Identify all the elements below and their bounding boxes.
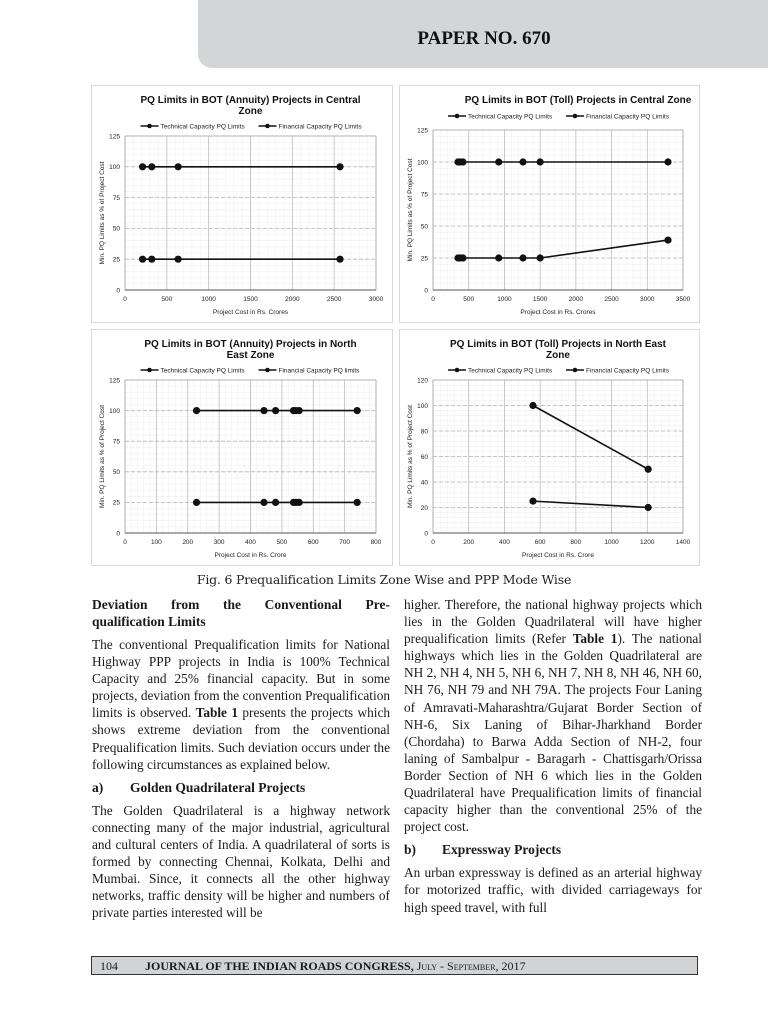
data-point (519, 254, 526, 261)
x-tick-label: 500 (276, 539, 288, 546)
x-tick-label: 800 (370, 539, 382, 546)
x-tick-label: 1400 (675, 539, 691, 546)
data-point (519, 158, 526, 165)
svg-text:Technical Capacity PQ Limits: Technical Capacity PQ Limits (468, 367, 553, 375)
legend-marker-icon (455, 114, 460, 119)
x-tick-label: 3000 (640, 296, 655, 303)
data-point (139, 256, 146, 263)
x-tick-label: 2500 (604, 296, 619, 303)
right-column (404, 596, 702, 922)
svg-text:Technical Capacity PQ Limits: Technical Capacity PQ Limits (160, 367, 245, 375)
x-axis-label: Project Cost in Rs. Crores (212, 309, 289, 316)
data-point (645, 466, 652, 473)
y-tick-label: 100 (109, 407, 120, 415)
chart-title: PQ Limits in BOT (Annuity) Projects in North (144, 339, 357, 350)
journal-title: JOURNAL OF THE INDIAN ROADS CONGRESS, (145, 959, 417, 973)
legend-marker-icon (455, 368, 460, 373)
legend-item (141, 367, 246, 374)
paragraph: The Golden Quadrilateral is a highway network connecting many of the major industrial, agricultural and cultural centers of India. A quadrilateral of sorts is formed by connecting Chennai, Kolkata, Delhi and Mumbai. Since, it connects all the other highway networks, traffic density will be higher and numbers of private parties interested will be (92, 802, 390, 921)
page-footer (91, 956, 698, 975)
chart-toll-central (399, 85, 700, 323)
legend-marker-icon (265, 368, 270, 373)
data-point (459, 158, 466, 165)
data-point (336, 163, 343, 170)
data-point (260, 499, 267, 506)
x-tick-label: 500 (463, 296, 475, 303)
x-tick-label: 100 (150, 539, 162, 546)
section-heading (92, 596, 390, 630)
data-point (495, 254, 502, 261)
x-tick-label: 0 (123, 296, 127, 303)
x-tick-label: 0 (431, 296, 435, 303)
y-tick-label: 25 (112, 499, 120, 507)
legend-item (566, 367, 670, 374)
svg-text:Financial Capacity PQ Limits: Financial Capacity PQ Limits (586, 367, 670, 375)
x-tick-label: 400 (498, 539, 510, 546)
data-point (148, 163, 155, 170)
left-column (92, 596, 390, 927)
table-reference: Table 1 (572, 631, 618, 647)
data-point (272, 407, 279, 414)
x-tick-label: 600 (307, 539, 319, 546)
data-point (272, 499, 279, 506)
legend-item (259, 123, 363, 130)
paragraph (404, 596, 702, 835)
y-tick-label: 120 (417, 377, 428, 385)
y-tick-label: 125 (109, 133, 120, 141)
data-series (193, 407, 361, 414)
y-tick-label: 100 (417, 159, 428, 167)
x-tick-label: 2000 (285, 296, 300, 303)
x-tick-label: 3000 (368, 296, 384, 303)
y-axis-label: Min. PQ Limits as % of Project Cost (99, 161, 106, 265)
x-tick-label: 700 (339, 539, 351, 546)
y-tick-label: 40 (420, 479, 428, 487)
issue-date: July - September, 2017 (416, 959, 526, 973)
data-point (459, 254, 466, 261)
x-axis-label: Project Cost in Rs. Crore (214, 552, 287, 559)
chart-annuity-northeast (91, 329, 393, 566)
data-series (139, 256, 344, 263)
subsection-label: b) (404, 842, 417, 858)
x-tick-label: 2000 (568, 296, 584, 303)
x-tick-label: 0 (431, 539, 435, 546)
x-tick-label: 200 (182, 539, 194, 546)
legend-item (448, 367, 553, 374)
paragraph: An urban expressway is defined as an arterial highway for motorized traffic, with divided carriageways for high speed travel, with full (404, 865, 702, 915)
data-point (296, 407, 303, 414)
x-axis-label: Project Cost in Rs. Crores (520, 309, 596, 316)
x-tick-label: 0 (123, 539, 127, 546)
figure-caption: Fig. 6 Prequalification Limits Zone Wise and PPP Mode Wise (196, 572, 572, 587)
data-series (454, 158, 671, 165)
legend-marker-icon (573, 368, 578, 373)
x-tick-label: 1000 (201, 296, 216, 303)
y-tick-label: 50 (420, 223, 428, 231)
chart-svg (92, 86, 392, 322)
y-tick-label: 50 (112, 225, 120, 233)
legend-marker-icon (147, 124, 152, 129)
chart-svg (92, 330, 392, 565)
chart-title: PQ Limits in BOT (Annuity) Projects in Central (140, 95, 361, 106)
data-point (529, 402, 536, 409)
journal-name (145, 958, 525, 974)
x-tick-label: 200 (463, 539, 475, 546)
data-point (354, 499, 361, 506)
chart-svg (400, 86, 699, 322)
data-point (336, 256, 343, 263)
data-point (193, 499, 200, 506)
text: ). The national highways which lies in the Golden Quadrilateral are NH 2, NH 4, NH 5, NH 6, NH 7, NH 8, NH 46, NH 60, NH 76, NH 79 and NH 79A. The projects Four Laning of Amravati-Maharashtra/Gujarat Border Section of NH-6, Six Laning of Bihar-Jharkhand Border (Chordaha) to Barwa Adda Section of NH-2, four laning of Sambalpur - Baragarh - Chattisgarh/Orissa Border Section of NH 6 which lies in the Golden Quadrilateral have Prequalification limits of financial capacity higher than the conventional 25% of the project cost. (404, 631, 702, 835)
y-tick-label: 20 (420, 504, 428, 512)
chart-title: East Zone (226, 350, 275, 361)
y-tick-label: 0 (424, 530, 428, 538)
x-tick-label: 400 (245, 539, 256, 546)
y-tick-label: 25 (420, 255, 428, 263)
svg-text:Technical Capacity PQ Limits: Technical Capacity PQ Limits (468, 113, 553, 121)
text: presents the projects which shows extreme deviation from the conventional Prequalification limits. Such deviation occurs under the following circumstances as explained below. (92, 705, 390, 772)
x-tick-label: 300 (213, 539, 225, 546)
y-tick-label: 75 (420, 191, 428, 199)
data-point (296, 499, 303, 506)
legend-marker-icon (573, 114, 578, 119)
y-tick-label: 0 (116, 287, 120, 295)
text: The conventional Prequalification limits for National Highway PPP projects in India is 100% Technical Capacity and 25% financial capacity. But in some projects, deviation from the convention Prequalification limits is observed. (92, 637, 390, 721)
x-tick-label: 1200 (640, 539, 655, 546)
legend-item (448, 113, 553, 120)
y-tick-label: 0 (116, 530, 120, 538)
legend-marker-icon (265, 124, 270, 129)
y-tick-label: 125 (109, 377, 120, 385)
y-tick-label: 80 (420, 428, 428, 436)
data-point (139, 163, 146, 170)
heading-line-1: Deviation from the Conventional Pre- (92, 597, 390, 612)
legend-item (259, 367, 361, 374)
chart-title: Zone (238, 106, 263, 117)
subsection-heading-b (404, 841, 702, 858)
chart-svg (400, 330, 699, 565)
data-point (193, 407, 200, 414)
y-axis-label: Min. PQ Limits as % of Project Cost (407, 405, 414, 508)
y-tick-label: 125 (417, 127, 428, 135)
data-point (495, 158, 502, 165)
y-tick-label: 75 (112, 438, 120, 446)
subsection-title: Expressway Projects (442, 842, 562, 858)
x-tick-label: 3500 (675, 296, 691, 303)
data-point (537, 254, 544, 261)
x-tick-label: 1000 (604, 539, 619, 546)
x-tick-label: 1500 (243, 296, 258, 303)
data-series (139, 163, 344, 170)
y-axis-label: Min. PQ Limits as % of Project Cost (407, 158, 414, 262)
x-tick-label: 1000 (497, 296, 512, 303)
data-point (148, 256, 155, 263)
data-point (175, 256, 182, 263)
chart-toll-northeast (399, 329, 700, 566)
x-tick-label: 2500 (326, 296, 342, 303)
legend-marker-icon (147, 368, 152, 373)
x-tick-label: 600 (534, 539, 546, 546)
data-point (175, 163, 182, 170)
x-axis-label: Project Cost in Rs. Crore (522, 552, 594, 559)
subsection-label: a) (92, 779, 104, 795)
paragraph (92, 636, 390, 773)
page-number: 104 (100, 959, 118, 973)
y-tick-label: 50 (112, 469, 120, 477)
svg-text:Technical Capacity PQ Limits: Technical Capacity PQ Limits (160, 123, 245, 131)
data-series (529, 402, 651, 473)
data-point (537, 158, 544, 165)
chart-annuity-central (91, 85, 393, 323)
data-point (664, 158, 671, 165)
data-point (529, 498, 536, 505)
paper-number: PAPER NO. 670 (417, 28, 551, 49)
svg-text:Financial Capacity PQ Limits: Financial Capacity PQ Limits (586, 113, 670, 121)
x-tick-label: 500 (161, 296, 173, 303)
chart-title: PQ Limits in BOT (Toll) Projects in North East (450, 339, 666, 350)
data-point (664, 236, 671, 243)
svg-text:Financial Capacity PQ Limits: Financial Capacity PQ Limits (278, 123, 362, 131)
y-tick-label: 25 (112, 256, 120, 264)
paper-header (198, 0, 768, 68)
table-reference: Table 1 (195, 705, 239, 721)
legend-item (141, 123, 246, 130)
data-series (529, 498, 651, 512)
data-point (260, 407, 267, 414)
y-axis-label: Min. PQ Limits as % of Project Cost (99, 405, 106, 508)
legend-item (566, 113, 670, 120)
subsection-heading-a (92, 779, 390, 796)
data-series (193, 499, 361, 506)
text: higher. Therefore, the national highway projects which lies in the Golden Quadrilateral will have higher prequalification limits (Refer (404, 597, 702, 647)
y-tick-label: 75 (112, 194, 120, 202)
svg-text:Financial Capacity PQ limits: Financial Capacity PQ limits (278, 367, 360, 375)
data-point (354, 407, 361, 414)
y-tick-label: 100 (109, 164, 120, 172)
subsection-title: Golden Quadrilateral Projects (130, 779, 306, 795)
heading-line-2: qualification Limits (92, 614, 206, 629)
x-tick-label: 1500 (532, 296, 548, 303)
y-tick-label: 0 (424, 287, 428, 295)
y-tick-label: 100 (417, 402, 428, 410)
x-tick-label: 800 (570, 539, 582, 546)
y-tick-label: 60 (420, 453, 428, 461)
data-point (645, 504, 652, 511)
chart-title: PQ Limits in BOT (Toll) Projects in Central Zone (464, 95, 692, 106)
chart-title: Zone (546, 350, 570, 361)
